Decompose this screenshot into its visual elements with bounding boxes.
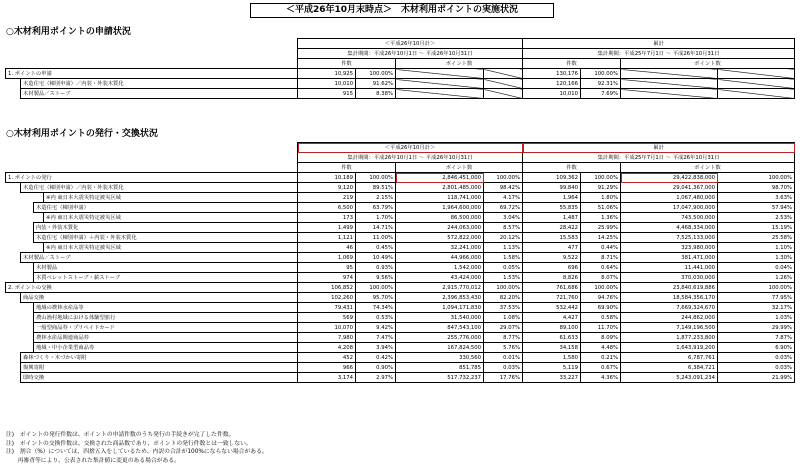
table-row: 地域・中小企業型商品券 4,208 3.94% 167,824,500 5.76% 34,158 4.48% 1,643,919,200 6.90% xyxy=(6,343,795,353)
s2-monthly-period: 集計期間：平成26年10月1日 ～ 平成26年10月31日 xyxy=(298,153,523,163)
application-table xyxy=(5,38,795,99)
table-row: 1. ポイントの申請 10,925 100.00% 130,176 100.00% xyxy=(6,69,795,79)
s2-total-header: 累計 xyxy=(523,143,795,153)
table-row: 農山漁村地域における体験型旅行 569 0.53% 31,540,000 1.08% 4,427 0.58% 244,862,000 1.03% xyxy=(6,313,795,323)
table-row: ※内 東日本大震災特定被災区域 219 2.15% 118,741,000 4.17% 1,964 1.80% 1,067,480,000 3.63% xyxy=(6,193,795,203)
s2-total-period: 集計期間：平成25年7月1日 ～ 平成26年10月31日 xyxy=(523,153,795,163)
table-row: 内装・外装木質化 1,499 14.71% 244,063,000 8.57% 28,422 25.99% 4,468,334,000 15.19% xyxy=(6,223,795,233)
s1-count-header: 件数 xyxy=(298,59,396,69)
table-row: 木造住宅（棟別申請） 6,500 63.79% 1,964,600,000 69.72% 55,835 51.06% 17,047,900,000 57.94% xyxy=(6,203,795,213)
table-row: 地域の農林水産品等 79,431 74.34% 1,094,171,830 37.53% 532,442 69.90% 7,669,324,670 32.17% xyxy=(6,303,795,313)
issue-exchange-table xyxy=(5,142,795,383)
table-row: 1. ポイントの発行 10,189 100.00% 2,846,451,000 100.00% 109,362 100.00% 29,422,838,000 100.00% xyxy=(6,173,795,183)
table-row: 2. ポイントの交換 106,852 100.00% 2,915,770,012 100.00% 761,686 100.00% 23,840,619,886 100.00% xyxy=(6,283,795,293)
s1-points-header-total: ポイント数 xyxy=(621,59,795,69)
s2-points-header: ポイント数 xyxy=(396,163,523,173)
s2-count-header: 件数 xyxy=(298,163,396,173)
table-row: 商品交換 102,260 95.70% 2,396,853,430 82.20% 721,760 94.76% 18,584,356,170 77.95% xyxy=(6,293,795,303)
table-row: 木造住宅（棟別申請）／内装・外装木質化 9,120 89.51% 2,801,485,000 98.42% 99,840 91.29% 29,041,367,000 98.70% xyxy=(6,183,795,193)
note-line: 注) ポイントの交換件数は、交換された商品数であり、ポイントの発行件数とは一致しない。 xyxy=(6,440,252,447)
page-title: ＜平成26年10月末時点＞ 木材利用ポイントの実施状況 xyxy=(250,3,554,18)
s2-count-header-total: 件数 xyxy=(523,163,621,173)
note-line: 再審査等により、公表された集計値に変更のある場合がある。 xyxy=(6,457,180,464)
table-row: 復興寄附 966 0.90% 851,785 0.03% 5,119 0.67% 6,384,721 0.03% xyxy=(6,363,795,373)
table-row: 即時交換 3,174 2.97% 517,732,237 17.76% 33,227 4.36% 5,243,091,234 21.99% xyxy=(6,373,795,383)
s1-total-period: 集計期間：平成25年7月1日 ～ 平成26年10月31日 xyxy=(523,49,795,59)
section1-heading: ○木材利用ポイントの申請状況 xyxy=(6,27,131,37)
table-row: 一般型商品券・プリペイドカード 10,070 9.42% 847,543,100 29.07% 89,100 11.70% 7,149,196,500 29.99% xyxy=(6,323,795,333)
note-line: 注) ポイントの発行件数は、ポイントの申請件数のうち発行の手続きが完了した件数。 xyxy=(6,432,235,438)
s1-total-header: 累計 xyxy=(523,39,795,49)
table-row: 木造住宅（棟別申請）／内装・外装木質化 10,010 91.62% 120,166 92.31% xyxy=(6,79,795,89)
note-line: 注) 割合（%）については、四捨五入をしているため、内訳の合計が100%にならない場合がある。 xyxy=(6,449,268,456)
s1-monthly-period: 集計期間：平成26年10月1日 ～ 平成26年10月31日 xyxy=(298,49,523,59)
s1-monthly-header: ＜平成26年10月計＞ xyxy=(298,39,523,49)
table-row: 木造住宅（棟別申請）＋内装・外装木質化 1,121 11.00% 572,822,000 20.12% 15,583 14.25% 7,525,133,000 25.58% xyxy=(6,233,795,243)
s2-monthly-header: ＜平成26年10月計＞ xyxy=(298,143,523,153)
table-row: 木材製品 95 0.93% 1,542,000 0.05% 696 0.64% 11,441,000 0.04% xyxy=(6,263,795,273)
section2-heading: ○木材利用ポイントの発行・交換状況 xyxy=(6,129,158,139)
s1-count-header-total: 件数 xyxy=(523,59,621,69)
table-row: 木材製品／ストーブ 915 8.38% 10,010 7.69% xyxy=(6,89,795,99)
table-row: 木質ペレットストーブ・薪ストーブ 974 9.56% 43,424,000 1.53% 8,826 8.07% 370,030,000 1.26% xyxy=(6,273,795,283)
s2-points-header-total: ポイント数 xyxy=(621,163,795,173)
notes xyxy=(6,431,268,465)
table-row: 木材製品／ストーブ 1,069 10.49% 44,966,000 1.58% 9,522 8.71% 381,471,000 1.30% xyxy=(6,253,795,263)
table-row: 森林づくり・木づかい寄附 452 0.42% 330,560 0.01% 1,580 0.21% 6,787,761 0.03% xyxy=(6,353,795,363)
table-row: 農林水産品関連商品券 7,980 7.47% 255,776,000 8.77% 61,633 8.09% 1,877,233,800 7.87% xyxy=(6,333,795,343)
table-row: ※内 東日本大震災特定被災区域 173 1.70% 86,500,000 3.04% 1,487 1.36% 743,500,000 2.53% xyxy=(6,213,795,223)
s1-points-header: ポイント数 xyxy=(396,59,523,69)
table-row: ※内 東日本大震災特定被災区域 46 0.45% 32,241,000 1.13% 477 0.44% 323,980,000 1.10% xyxy=(6,243,795,253)
